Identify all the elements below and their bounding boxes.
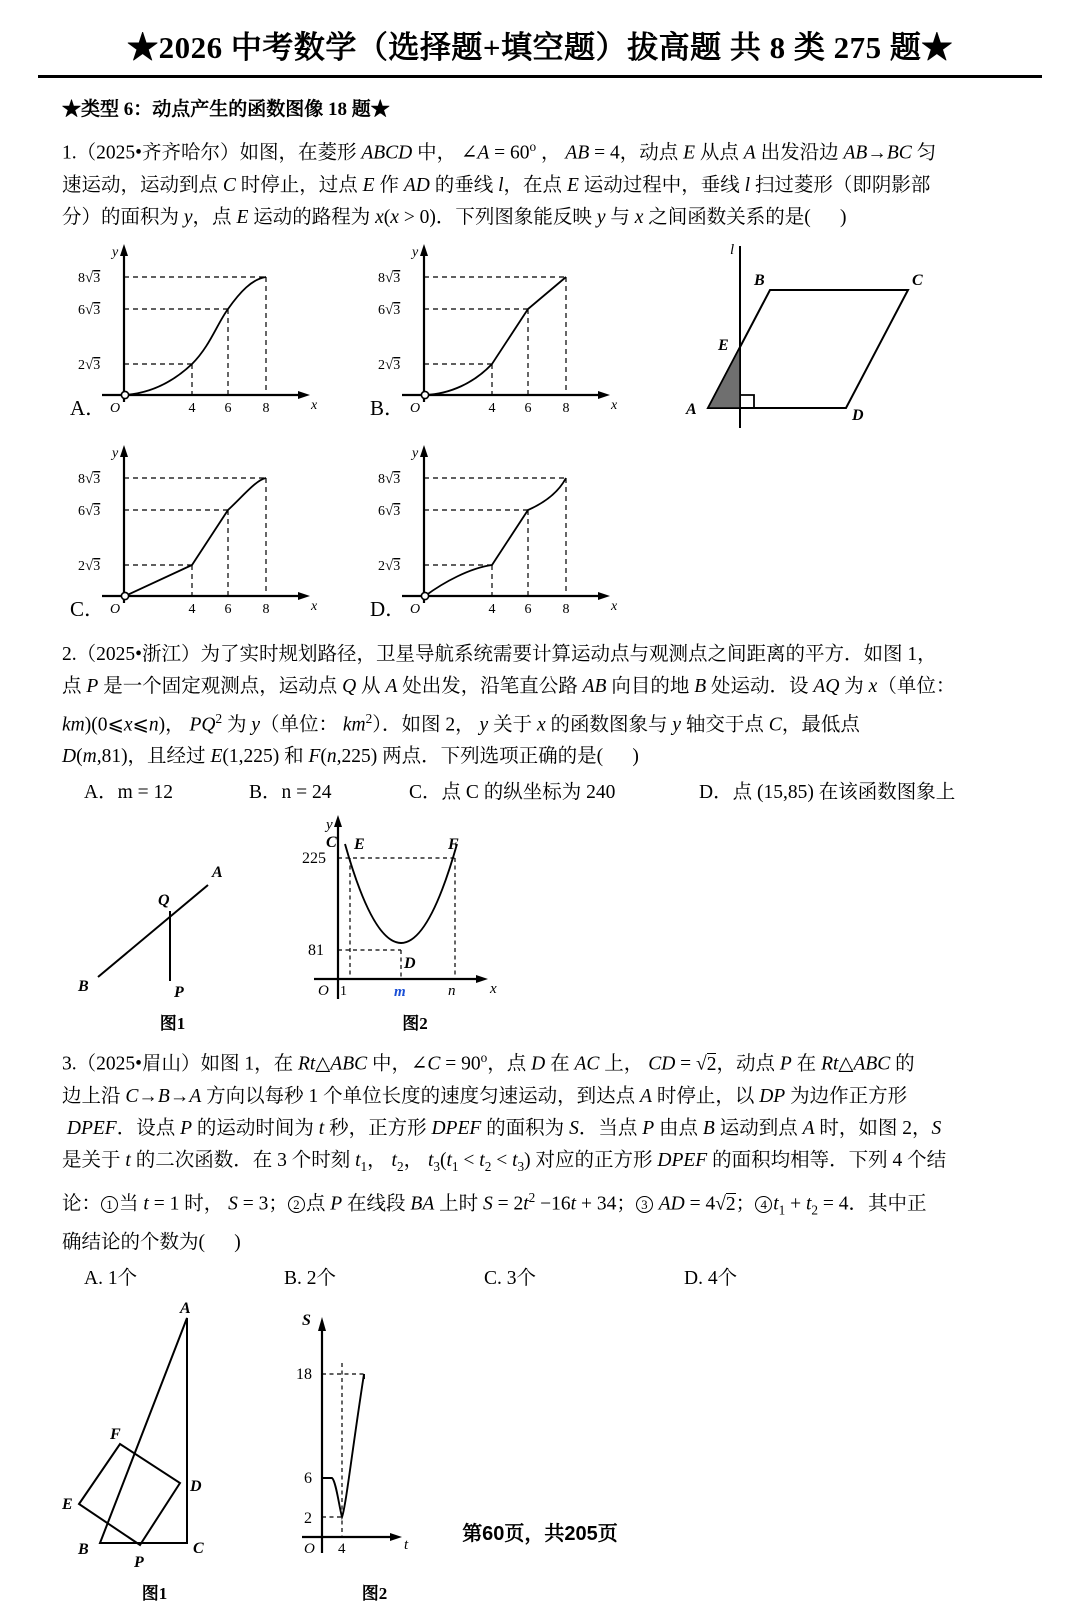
svg-text:n: n (448, 983, 456, 999)
problem-1-line-2: 速运动，运动到点 C 时停止，过点 E 作 AD 的垂线 l，在点 E 运动过程中，垂线 l 扫过菱形（即阴影部 (62, 174, 931, 196)
option-b-label: B． (370, 395, 406, 420)
q2-fig1-svg (70, 813, 295, 1013)
figure-option-c (62, 441, 362, 631)
problem-3-option-a[interactable]: A. 1个 (84, 1267, 138, 1289)
svg-text:18: 18 (296, 1365, 312, 1383)
svg-text:B: B (78, 978, 89, 995)
svg-text:225: 225 (302, 850, 326, 867)
svg-text:y: y (412, 445, 419, 461)
svg-text:A: A (180, 1300, 191, 1317)
option-c-label: C． (70, 596, 106, 621)
problem-3-line-5: 论： 1 当 t = 1 时， S = 3； 2 点 P 在线段 BA 上时 $S = 2t^2 -16t + 34$； 3 AD = 4√2； 4 $t_1 + t_2 = 4$．其中正 (62, 1190, 927, 1218)
svg-text:C: C (193, 1539, 204, 1557)
svg-text:4: 4 (488, 400, 496, 416)
svg-text:O: O (110, 400, 121, 416)
svg-text:t: t (404, 1536, 409, 1553)
problem-2-figure-row (70, 813, 1080, 1034)
svg-text:6: 6 (524, 601, 532, 617)
svg-text:D: D (190, 1477, 202, 1495)
problem-3-line-1: 3.（2025•眉山）如图 1，在 Rt△ABC 中，∠C = $90^o$，点 D 在 AC 上， CD = √2，动点 P 在 Rt△ABC 的 (62, 1050, 915, 1075)
figure-option-a (62, 240, 362, 430)
svg-text:6√3: 6√3 (378, 301, 401, 318)
svg-text:4: 4 (488, 601, 496, 617)
svg-text:8√3: 8√3 (378, 470, 401, 487)
q3-fig1-caption: 图1 (141, 1583, 168, 1603)
problem-3-options (84, 1263, 1080, 1295)
svg-text:8: 8 (562, 400, 570, 416)
svg-text:O: O (410, 400, 421, 416)
svg-text:6: 6 (224, 400, 232, 416)
svg-text:C: C (912, 271, 923, 289)
svg-text:E: E (718, 336, 729, 354)
svg-text:6√3: 6√3 (78, 301, 101, 318)
figure-q2-fig2 (300, 813, 560, 1034)
svg-text:2: 2 (304, 1509, 312, 1527)
q2-fig2-svg (300, 813, 550, 1013)
problem-2-line-1: 2.（2025•浙江）为了实时规划路径，卫星导航系统需要计算运动点与观测点之间距离的平方．如图 1， (62, 643, 937, 665)
figure-option-b (362, 240, 662, 430)
problem-2-text (62, 639, 1020, 774)
problem-1-text (62, 131, 1020, 234)
svg-text:2√3: 2√3 (378, 557, 401, 574)
svg-text:D: D (404, 955, 416, 972)
section-heading: ★类型 6：动点产生的函数图像 18 题★ (62, 99, 390, 120)
option-a-label: A． (70, 395, 107, 420)
svg-text:6: 6 (224, 601, 232, 617)
svg-text:P: P (174, 984, 184, 1001)
q3-fig2-caption: 图2 (361, 1583, 388, 1603)
graph-option-b-svg (362, 240, 652, 430)
page-title: ★2026 中考数学（选择题+填空题）拔高题 共 8 类 275 题★ (127, 30, 953, 65)
problem-3-figure-row (62, 1301, 1080, 1604)
svg-text:4: 4 (188, 601, 196, 617)
problem-1-line-1: 1.（2025•齐齐哈尔）如图，在菱形 ABCD 中， ∠A = $60^o$ ， AB = 4，动点 E 从点 A 出发沿边 AB→BC 匀 (62, 139, 937, 164)
figure-rhombus-abcd (662, 240, 992, 435)
svg-text:m: m (394, 984, 406, 1000)
svg-text:F: F (448, 836, 459, 853)
problem-1-figure-row-2 (62, 441, 1080, 631)
svg-text:6√3: 6√3 (378, 502, 401, 519)
svg-text:y: y (412, 244, 419, 260)
svg-text:A: A (212, 864, 223, 881)
svg-text:x: x (311, 598, 318, 614)
problem-3-option-d[interactable]: D. 4个 (684, 1267, 738, 1289)
problem-3-line-2: 边上沿 C→B→A 方向以每秒 1 个单位长度的速度匀速运动，到达点 A 时停止，以 DP 为边作正方形 (62, 1085, 908, 1107)
svg-text:l: l (730, 241, 735, 258)
svg-text:O: O (110, 601, 121, 617)
problem-2-option-a[interactable]: A．m = 12 (84, 782, 173, 803)
svg-text:O: O (304, 1540, 315, 1557)
svg-text:8√3: 8√3 (78, 269, 101, 286)
problem-3-option-c[interactable]: C. 3个 (484, 1267, 537, 1289)
page-footer: 第60页，共205页 (462, 1523, 618, 1545)
svg-text:B: B (754, 271, 765, 289)
svg-text:4: 4 (338, 1540, 346, 1557)
option-d-label: D． (370, 596, 407, 621)
graph-option-c-svg (62, 441, 352, 631)
svg-text:8: 8 (262, 400, 270, 416)
svg-text:8√3: 8√3 (378, 269, 401, 286)
q2-fig2-caption: 图2 (402, 1014, 428, 1033)
svg-text:y: y (326, 817, 333, 833)
svg-text:4: 4 (188, 400, 196, 416)
svg-text:8: 8 (562, 601, 570, 617)
svg-text:B: B (78, 1540, 89, 1558)
svg-text:y: y (112, 244, 119, 260)
svg-text:6: 6 (524, 400, 532, 416)
svg-text:x: x (611, 397, 618, 413)
problem-2-option-d[interactable]: D．点 (15,85) 在该函数图象上 (699, 782, 956, 803)
svg-text:P: P (134, 1553, 144, 1571)
svg-text:y: y (112, 445, 119, 461)
svg-text:6√3: 6√3 (78, 502, 101, 519)
svg-text:A: A (686, 400, 697, 418)
svg-text:C: C (326, 834, 337, 851)
svg-text:2√3: 2√3 (378, 356, 401, 373)
problem-2-option-b[interactable]: B．n = 24 (249, 782, 332, 803)
problem-2-line-3: km)(0⩽x⩽n)， $PQ^2$ 为 y（单位： $km^2$）．如图 2， y 关于 x 的函数图象与 y 轴交于点 C，最低点 (62, 710, 860, 735)
svg-text:8√3: 8√3 (78, 470, 101, 487)
problem-3-line-3: DPEF．设点 P 的运动时间为 t 秒，正方形 DPEF 的面积为 S．当点 P 由点 B 运动到点 A 时，如图 2，S (66, 1117, 942, 1139)
svg-text:x: x (490, 981, 497, 997)
figure-q2-fig1 (70, 813, 300, 1034)
svg-text:F: F (110, 1425, 121, 1443)
problem-3-text (62, 1042, 1020, 1259)
problem-3-line-4: 是关于 t 的二次函数．在 3 个时刻 $t_1$， $t_2$， $t_3(t_1 < t_2 < t_3)$ 对应的正方形 DPEF 的面积均相等．下列 4 个结 (62, 1149, 947, 1174)
problem-2-line-2: 点 P 是一个固定观测点，运动点 Q 从 A 处出发，沿笔直公路 AB 向目的地 B 处运动．设 AQ 为 x（单位： (62, 675, 956, 697)
problem-2-line-4: D(m,81)，且经过 E(1,225) 和 F(n,225) 两点．下列选项正确的是( ) (62, 746, 639, 767)
figure-q3-fig1 (62, 1301, 272, 1604)
svg-text:Q: Q (158, 892, 170, 909)
problem-1-figure-row-1 (62, 240, 1080, 435)
figure-q3-fig2 (272, 1301, 502, 1604)
problem-2-options (84, 777, 1080, 809)
svg-text:D: D (852, 406, 864, 424)
q2-fig1-caption: 图1 (159, 1014, 186, 1033)
svg-text:2√3: 2√3 (78, 557, 101, 574)
svg-text:O: O (410, 601, 421, 617)
rhombus-svg (662, 240, 982, 435)
problem-2-option-c[interactable]: C．点 C 的纵坐标为 240 (409, 782, 616, 803)
svg-text:2√3: 2√3 (78, 356, 101, 373)
problem-3-line-6: 确结论的个数为( ) (62, 1231, 241, 1253)
svg-text:x: x (611, 598, 618, 614)
svg-text:E: E (354, 836, 365, 853)
svg-text:O: O (318, 983, 329, 999)
svg-text:E: E (62, 1495, 73, 1513)
svg-text:1: 1 (340, 984, 347, 999)
title-divider (38, 75, 1042, 78)
svg-text:S: S (302, 1311, 311, 1329)
figure-option-d (362, 441, 662, 631)
svg-text:81: 81 (308, 942, 324, 959)
svg-text:x: x (311, 397, 318, 413)
svg-text:6: 6 (304, 1469, 312, 1487)
problem-1-line-3: 分）的面积为 y，点 E 运动的路程为 x(x > 0)．下列图象能反映 y 与 x 之间函数关系的是( ) (62, 206, 847, 228)
svg-text:8: 8 (262, 601, 270, 617)
problem-3-option-b[interactable]: B. 2个 (284, 1267, 337, 1289)
